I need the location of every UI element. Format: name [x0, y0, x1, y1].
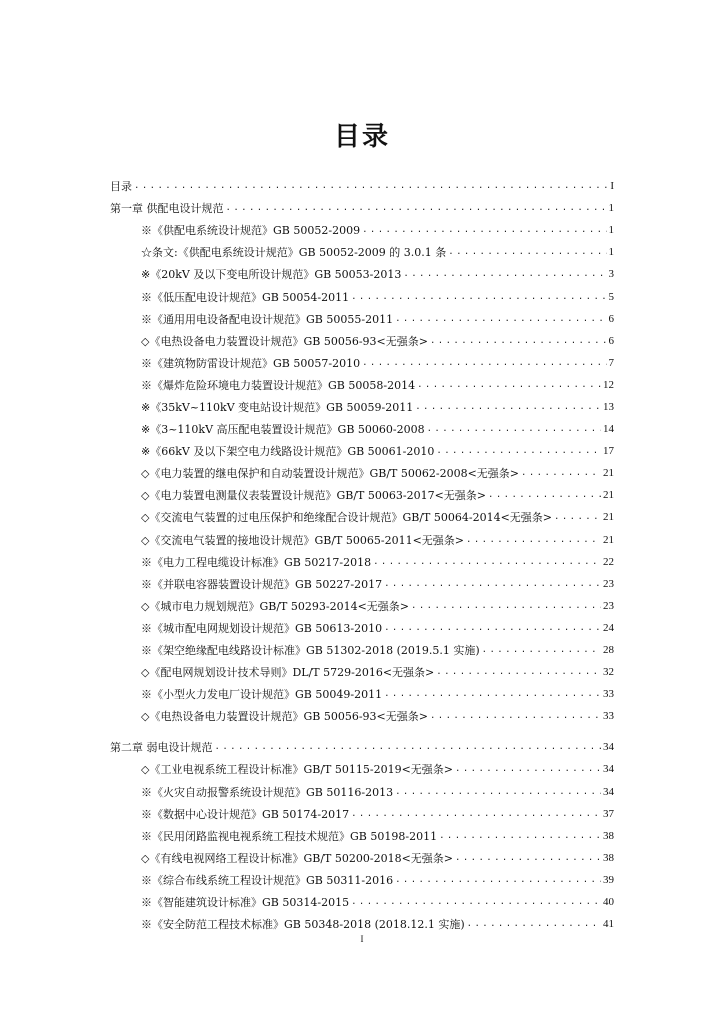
toc-entry-title: ◇《电力装置电测量仪表装置设计规范》GB/T 50063-2017<无强条>	[141, 489, 487, 503]
toc-entry-page: 34	[603, 741, 614, 754]
toc-leader-dots	[521, 468, 601, 478]
toc-entry[interactable]	[110, 869, 614, 891]
toc-entry[interactable]	[110, 396, 614, 418]
toc-entry-page: 23	[603, 577, 614, 590]
toc-entry[interactable]	[110, 913, 614, 935]
toc-entry[interactable]	[110, 705, 614, 727]
toc-entry-page: 17	[603, 445, 614, 458]
page-number: I	[360, 934, 364, 944]
toc-entry-page: 38	[603, 829, 614, 842]
toc-entry[interactable]	[110, 781, 614, 803]
toc-entry[interactable]	[110, 529, 614, 551]
toc-entry[interactable]	[110, 551, 614, 573]
toc-leader-dots	[134, 181, 608, 191]
toc-entry[interactable]	[110, 595, 614, 617]
toc-entry[interactable]	[110, 639, 614, 661]
toc-entry-title: ※《3~110kV 高压配电装置设计规范》GB 50060-2008	[141, 423, 425, 437]
toc-entry-title: ※《35kV~110kV 变电站设计规范》GB 50059-2011	[141, 400, 414, 414]
toc-leader-dots	[351, 292, 606, 302]
toc-entry-title: ☆条文:《供配电系统设计规范》GB 50052-2009 的 3.0.1 条	[141, 246, 447, 260]
toc-entry-page: 23	[603, 599, 614, 612]
toc-entry-title: ◇《交流电气装置的接地设计规范》GB/T 50065-2011<无强条>	[141, 533, 465, 547]
toc-entry-page: 34	[603, 785, 614, 798]
toc-entry-title: 目录	[110, 180, 132, 194]
toc-leader-dots	[362, 358, 606, 368]
toc-leader-dots	[226, 203, 607, 213]
toc-entry-page: 5	[608, 290, 614, 303]
toc-entry-title: ◇《配电网规划设计技术导则》DL/T 5729-2016<无强条>	[141, 666, 435, 680]
toc-leader-dots	[395, 787, 601, 797]
toc-leader-dots	[448, 247, 606, 257]
toc-leader-dots	[395, 875, 601, 885]
toc-entry-page: 22	[603, 555, 614, 568]
toc-entry[interactable]	[110, 330, 614, 352]
toc-entry-page: 33	[603, 710, 614, 723]
toc-entry-page: 40	[603, 896, 614, 909]
toc-entry-title: ◇《电力装置的继电保护和自动装置设计规范》GB/T 50062-2008<无强条>	[141, 467, 520, 481]
toc-leader-dots	[373, 557, 601, 567]
toc-leader-dots	[384, 689, 601, 699]
toc-entry[interactable]	[110, 308, 614, 330]
toc-entry-page: 41	[603, 918, 614, 931]
toc-entry-page: 37	[603, 807, 614, 820]
toc-entry-page: 7	[608, 356, 614, 369]
toc-entry-title: ※《20kV 及以下变电所设计规范》GB 50053-2013	[141, 268, 402, 282]
toc-entry-title: ◇《有线电视网络工程设计标准》GB/T 50200-2018<无强条>	[141, 851, 454, 865]
toc-entry[interactable]	[110, 661, 614, 683]
toc-leader-dots	[467, 919, 601, 929]
toc-entry-page: 34	[603, 763, 614, 776]
toc-entry[interactable]	[110, 374, 614, 396]
toc-leader-dots	[384, 579, 601, 589]
toc-leader-dots	[455, 764, 601, 774]
toc-entry-title: 第二章 弱电设计规范	[110, 741, 213, 755]
toc-entry-title: ※《通用用电设备配电设计规范》GB 50055-2011	[141, 312, 394, 326]
toc-entry-title: ※《低压配电设计规范》GB 50054-2011	[141, 290, 350, 304]
toc-leader-dots	[430, 336, 607, 346]
toc-leader-dots	[351, 809, 601, 819]
toc-leader-dots	[482, 645, 601, 655]
toc-entry-page: 21	[603, 489, 614, 502]
toc-entry-title: ※《电力工程电缆设计标准》GB 50217-2018	[141, 555, 372, 569]
toc-entry[interactable]	[110, 241, 614, 263]
toc-leader-dots	[411, 601, 601, 611]
toc-entry-title: ◇《电热设备电力装置设计规范》GB 50056-93<无强条>	[141, 334, 428, 348]
toc-leader-dots	[215, 742, 602, 752]
toc-leader-dots	[554, 512, 601, 522]
toc-entry[interactable]	[110, 573, 614, 595]
toc-entry-title: ◇《电热设备电力装置设计规范》GB 50056-93<无强条>	[141, 710, 428, 724]
toc-entry-title: ※《城市配电网规划设计规范》GB 50613-2010	[141, 621, 383, 635]
toc-entry-title: 第一章 供配电设计规范	[110, 202, 224, 216]
toc-entry-page: 28	[603, 644, 614, 657]
toc-entry-page: 39	[603, 873, 614, 886]
toc-entry[interactable]	[110, 352, 614, 374]
toc-leader-dots	[395, 314, 606, 324]
toc-entry-page: 1	[608, 246, 614, 259]
toc-entry-title: ※《民用闭路监视电视系统工程技术规范》GB 50198-2011	[141, 829, 438, 843]
toc-entry[interactable]	[110, 285, 614, 307]
toc-entry-title: ※《供配电系统设计规范》GB 50052-2009	[141, 224, 361, 238]
toc-entry[interactable]	[110, 736, 614, 758]
toc-leader-dots	[436, 667, 601, 677]
toc-leader-dots	[436, 446, 601, 456]
toc-entry-title: ※《66kV 及以下架空电力线路设计规范》GB 50061-2010	[141, 445, 435, 459]
toc-entry[interactable]	[110, 440, 614, 462]
toc-entry[interactable]	[110, 891, 614, 913]
toc-entry-page: 21	[603, 511, 614, 524]
toc-entry-title: ※《建筑物防雷设计规范》GB 50057-2010	[141, 356, 361, 370]
toc-entry-title: ◇《工业电视系统工程设计标准》GB/T 50115-2019<无强条>	[141, 763, 454, 777]
toc-entry-title: ※《火灾自动报警系统设计规范》GB 50116-2013	[141, 785, 394, 799]
toc-entry[interactable]	[110, 263, 614, 285]
toc-leader-dots	[417, 380, 601, 390]
toc-leader-dots	[439, 831, 601, 841]
toc-entry[interactable]	[110, 617, 614, 639]
toc-entry[interactable]	[110, 418, 614, 440]
toc-entry-page: 33	[603, 688, 614, 701]
toc-entry-page: 24	[603, 621, 614, 634]
toc-entry[interactable]	[110, 506, 614, 528]
toc-entry[interactable]	[110, 825, 614, 847]
toc-entry[interactable]	[110, 683, 614, 705]
toc-leader-dots	[351, 897, 601, 907]
toc-entry-title: ◇《城市电力规划规范》GB/T 50293-2014<无强条>	[141, 599, 410, 613]
toc-entry-page: 12	[603, 378, 614, 391]
toc-entry[interactable]	[110, 758, 614, 780]
toc-entry-page: 21	[603, 467, 614, 480]
toc-entry-title: ※《并联电容器装置设计规范》GB 50227-2017	[141, 577, 383, 591]
toc-entry-title: ※《安全防范工程技术标准》GB 50348-2018 (2018.12.1 实施)	[141, 918, 465, 932]
toc-entry-page: 1	[608, 224, 614, 237]
document-title: 目录	[333, 122, 390, 152]
toc-entry-page: 21	[603, 533, 614, 546]
toc-entry-page: 1	[608, 202, 614, 215]
toc-entry[interactable]	[110, 847, 614, 869]
toc-entry[interactable]	[110, 484, 614, 506]
toc-entry[interactable]	[110, 803, 614, 825]
toc-entry-title: ※《综合布线系统工程设计规范》GB 50311-2016	[141, 873, 394, 887]
toc-entry-page: 6	[608, 312, 614, 325]
toc-entry-title: ※《小型火力发电厂设计规范》GB 50049-2011	[141, 688, 383, 702]
toc-entry-page: 38	[603, 851, 614, 864]
toc-entry-page: 13	[603, 400, 614, 413]
toc-entry[interactable]	[110, 462, 614, 484]
table-of-contents	[110, 175, 614, 935]
toc-entry-title: ※《架空绝缘配电线路设计标准》GB 51302-2018 (2019.5.1 实施)	[141, 644, 480, 658]
toc-entry-page: 3	[608, 268, 614, 281]
toc-entry-page: 14	[603, 423, 614, 436]
toc-leader-dots	[430, 711, 601, 721]
toc-entry-title: ※《智能建筑设计标准》GB 50314-2015	[141, 896, 350, 910]
toc-entry-page: I	[610, 180, 614, 193]
toc-entry-title: ※《数据中心设计规范》GB 50174-2017	[141, 807, 350, 821]
toc-leader-dots	[415, 402, 601, 412]
toc-leader-dots	[362, 225, 606, 235]
toc-entry[interactable]	[110, 197, 614, 219]
toc-entry-title: ◇《交流电气装置的过电压保护和绝缘配合设计规范》GB/T 50064-2014<无强条>	[141, 511, 553, 525]
toc-entry-page: 32	[603, 666, 614, 679]
toc-leader-dots	[466, 535, 601, 545]
toc-entry[interactable]	[110, 175, 614, 197]
toc-entry[interactable]	[110, 219, 614, 241]
toc-entry-page: 6	[608, 334, 614, 347]
toc-entry-title: ※《爆炸危险环境电力装置设计规范》GB 50058-2014	[141, 378, 416, 392]
toc-leader-dots	[384, 623, 601, 633]
toc-leader-dots	[403, 269, 606, 279]
toc-leader-dots	[455, 853, 601, 863]
toc-leader-dots	[488, 490, 601, 500]
toc-leader-dots	[427, 424, 601, 434]
